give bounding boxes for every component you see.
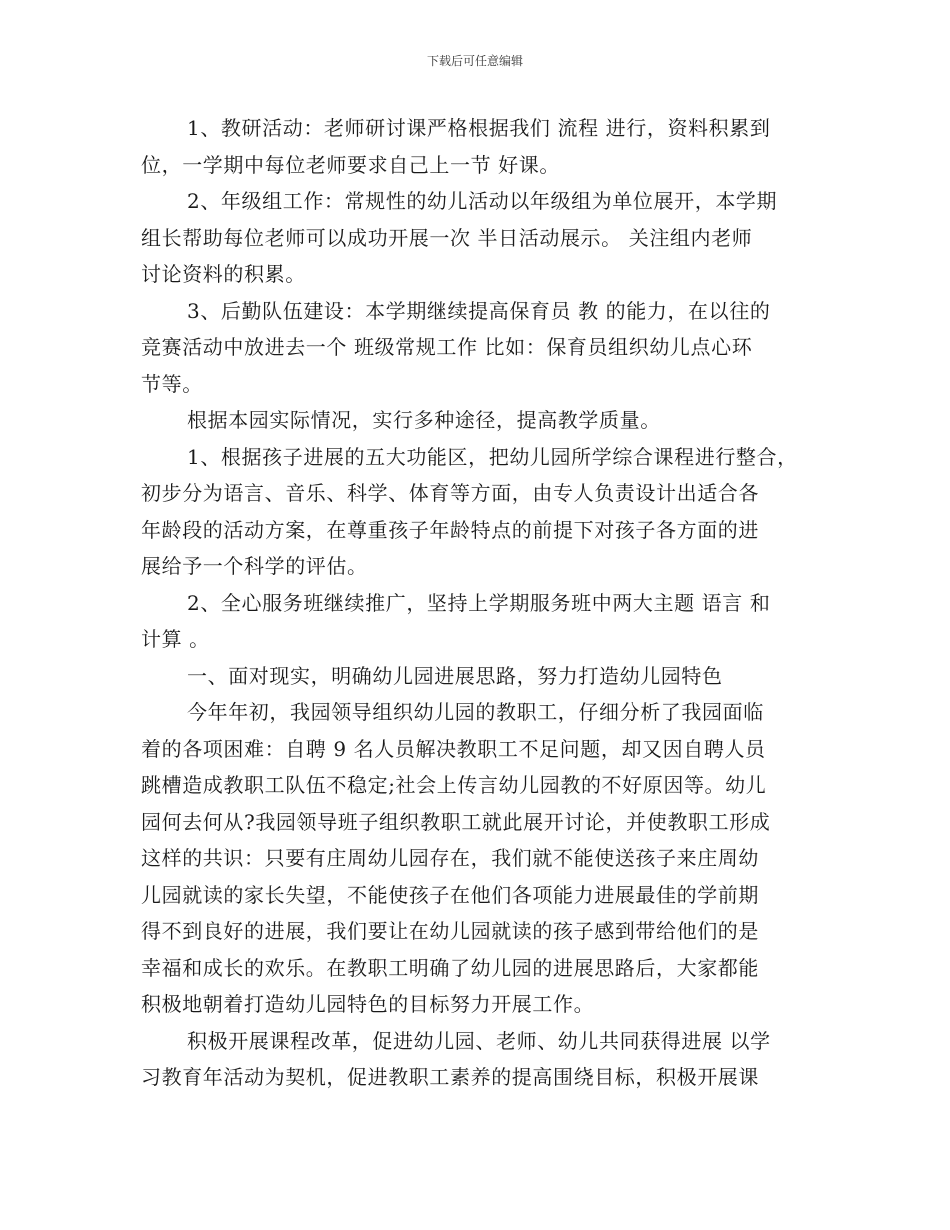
text-line: 跳槽造成教职工队伍不稳定;社会上传言幼儿园教的不好原因等。幼儿 — [141, 773, 767, 797]
text-line: 积极地朝着打造幼儿园特色的目标努力开展工作。 — [141, 992, 595, 1016]
text-line: 习教育年活动为契机，促进教职工素养的提高围绕目标，积极开展课 — [141, 1065, 759, 1089]
text-line: 园何去何从?我园领导班子组织教职工就此展开讨论，并使教职工形成 — [141, 809, 771, 834]
text-line: 3、后勤队伍建设：本学期继续提高保育员 教 的能力，在以往的 — [187, 298, 771, 323]
text-line: 一、面对现实，明确幼儿园进展思路，努力打造幼儿园特色 — [187, 663, 723, 688]
text-line: 位，一学期中每位老师要求自己上一节 好课。 — [141, 152, 560, 177]
text-line: 根据本园实际情况，实行多种途径，提高教学质量。 — [187, 408, 661, 432]
text-line: 讨论资料的积累。 — [141, 262, 306, 286]
text-line: 积极开展课程改革，促进幼儿园、老师、幼儿共同获得进展 以学 — [187, 1028, 771, 1053]
text-line: 这样的共识：只要有庄周幼儿园存在，我们就不能使送孩子来庄周幼 — [141, 846, 759, 870]
text-line: 初步分为语言、音乐、科学、体育等方面，由专人负责设计出适合各 — [141, 481, 759, 505]
text-line: 计算 。 — [141, 627, 210, 651]
text-line: 1、教研活动：老师研讨课严格根据我们 流程 进行，资料积累到 — [187, 116, 771, 140]
text-line: 2、年级组工作：常规性的幼儿活动以年级组为单位展开，本学期 — [187, 189, 778, 213]
text-line: 竞赛活动中放进去一个 班级常规工作 比如：保育员组织幼儿点心环 — [141, 335, 753, 359]
text-line: 节等。 — [141, 371, 203, 396]
text-line: 1、根据孩子进展的五大功能区，把幼儿园所学综合课程进行整合， — [187, 444, 798, 469]
page-header: 下载后可任意编辑 — [426, 54, 523, 68]
text-line: 着的各项困难：自聘 9 名人员解决教职工不足问题，却又因自聘人员 — [141, 736, 766, 761]
document-body — [141, 110, 809, 1096]
text-line: 组长帮助每位老师可以成功开展一次 半日活动展示。 关注组内老师 — [141, 225, 753, 250]
text-line: 儿园就读的家长失望，不能使孩子在他们各项能力进展最佳的学前期 — [141, 882, 759, 907]
text-line: 2、全心服务班继续推广，坚持上学期服务班中两大主题 语言 和 — [187, 590, 771, 615]
text-line: 得不到良好的进展，我们要让在幼儿园就读的孩子感到带给他们的是 — [141, 919, 759, 943]
text-line: 今年年初，我园领导组织幼儿园的教职工，仔细分析了我园面临 — [187, 700, 764, 724]
text-line: 年龄段的活动方案，在尊重孩子年龄特点的前提下对孩子各方面的进 — [141, 517, 759, 542]
text-line: 幸福和成长的欢乐。在教职工明确了幼儿园的进展思路后，大家都能 — [141, 955, 759, 980]
text-line: 展给予一个科学的评估。 — [141, 554, 368, 578]
